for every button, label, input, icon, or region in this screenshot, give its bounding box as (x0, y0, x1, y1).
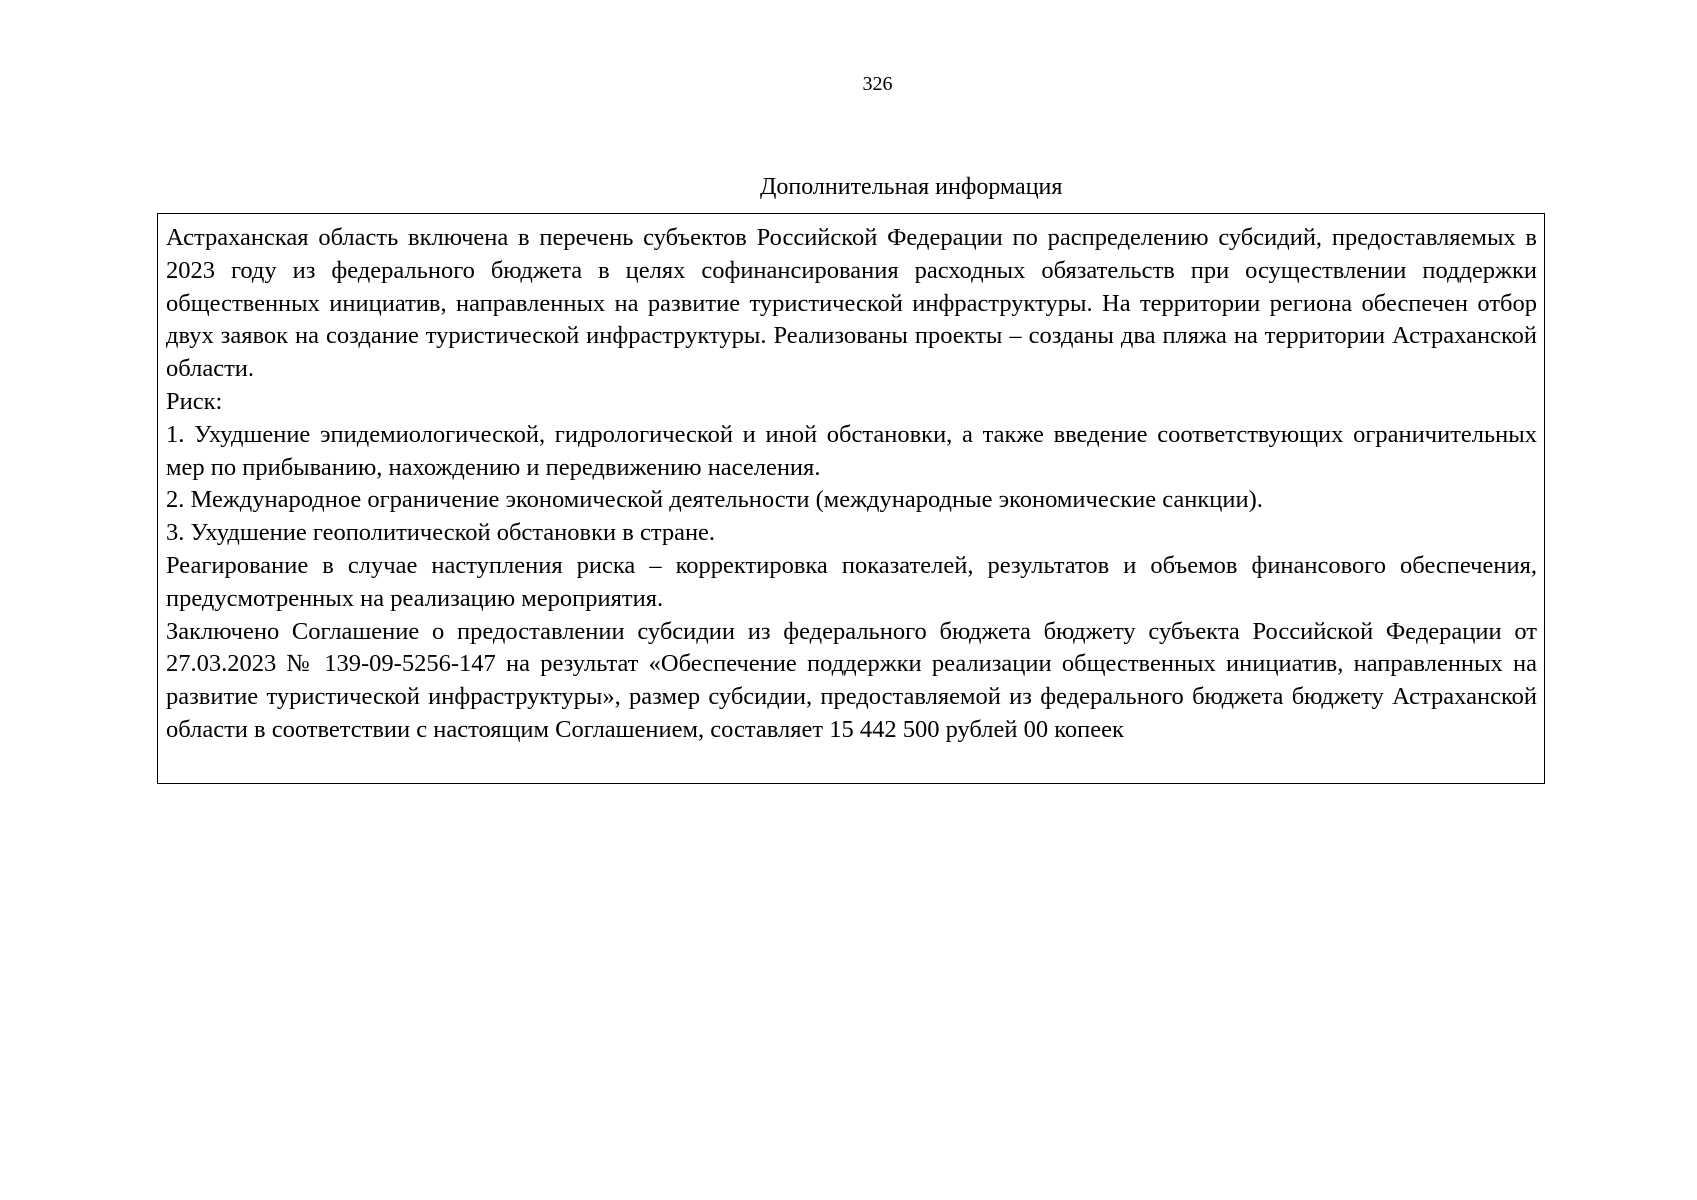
risk-response-paragraph: Реагирование в случае наступления риска – корректировка показателей, результатов и объемов финансового обеспечения, предусмотренных на реализацию мероприятия. (166, 551, 1537, 612)
risk-item-3: 3. Ухудшение геополитической обстановки в стране. (166, 519, 716, 547)
additional-info-box (157, 213, 1545, 784)
risk-item-2: 2. Международное ограничение экономической деятельности (международные экономические санкции). (166, 486, 1263, 514)
risk-label: Риск: (166, 387, 223, 415)
agreement-paragraph: Заключено Соглашение о предоставлении субсидии из федерального бюджета бюджету субъекта Российской Федерации от 27.03.2023 № 139-09-5256-147 на результат «Обеспечение поддержки реализации общественных инициатив, направленных на развитие туристической инфраструктуры», размер субсидии, предоставляемой из федерального бюджета бюджету Астраханской области в соответствии с настоящим Соглашением, составляет 15 442 500 рублей 00 копеек (166, 617, 1537, 743)
risk-item-1: 1. Ухудшение эпидемиологической, гидрологической и иной обстановки, а также введение соответствующих ограничительных мер по прибыванию, нахождению и передвижению населения. (166, 420, 1537, 481)
page-number: 326 (862, 73, 893, 95)
intro-paragraph: Астраханская область включена в перечень субъектов Российской Федерации по распределению субсидий, предоставляемых в 2023 году из федерального бюджета в целях софинансирования расходных обязательств при осуществлении поддержки общественных инициатив, направленных на развитие туристической инфраструктуры. На территории региона обеспечен отбор двух заявок на создание туристической инфраструктуры. Реализованы проекты – созданы два пляжа на территории Астраханской области. (166, 224, 1537, 383)
section-heading: Дополнительная информация (760, 174, 1063, 200)
